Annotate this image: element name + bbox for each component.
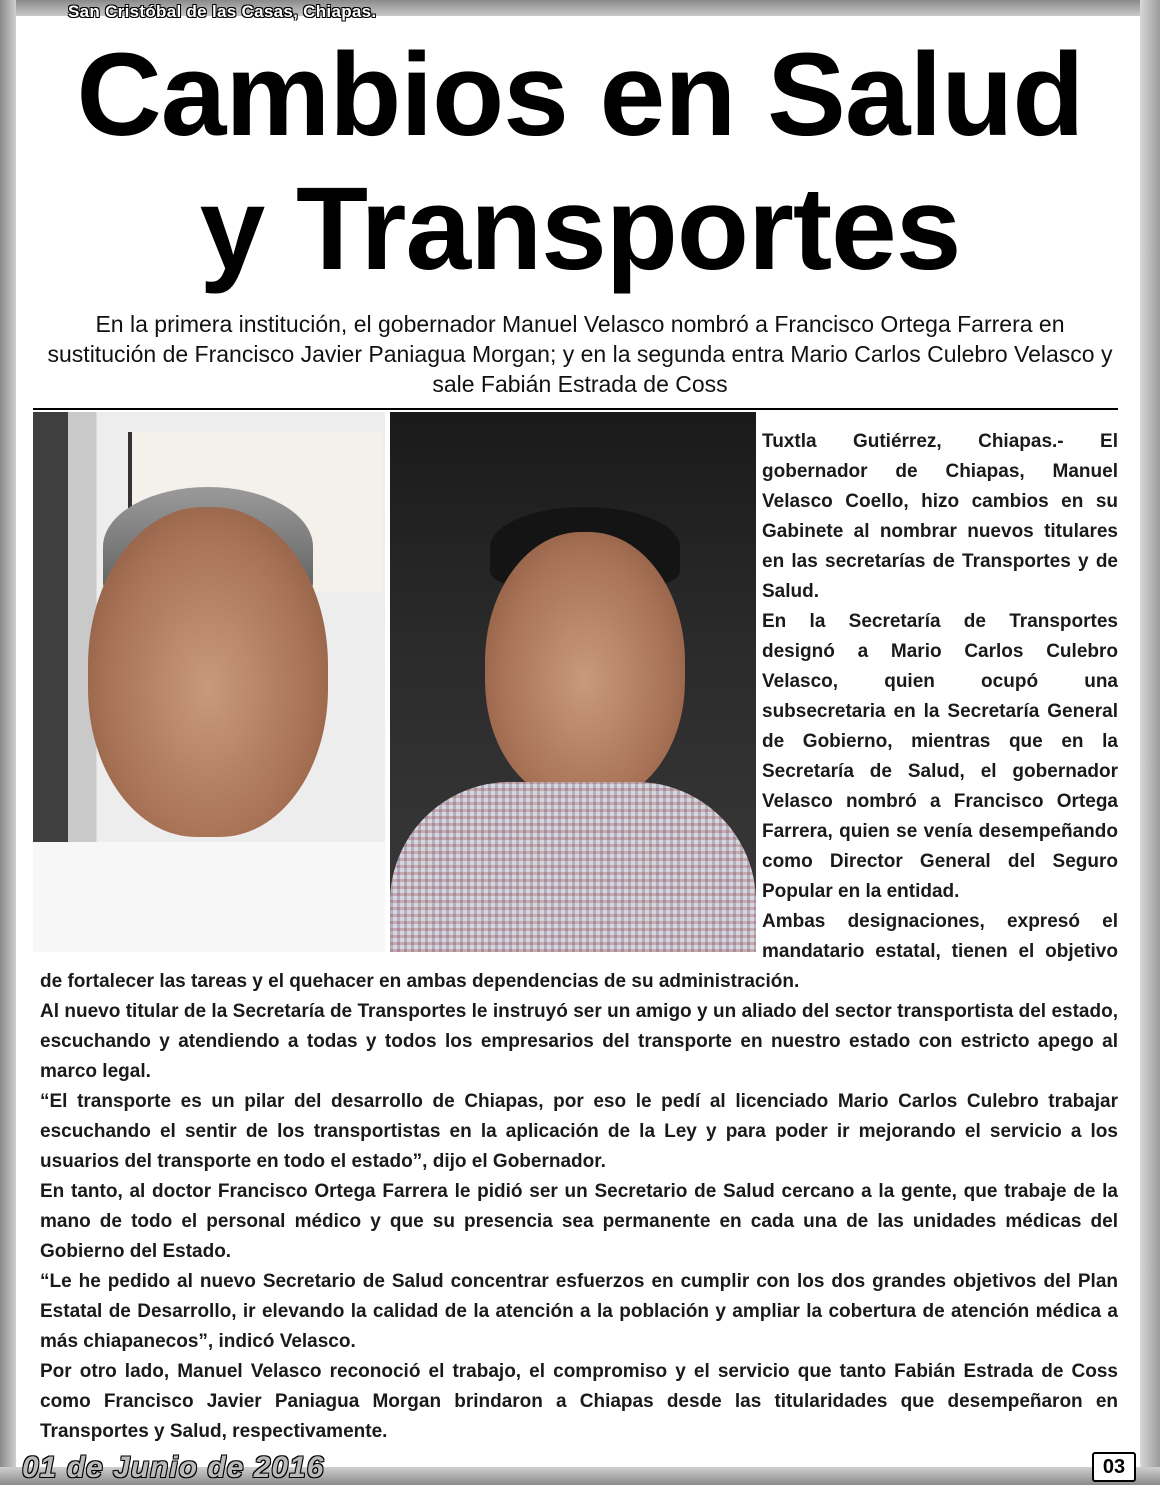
page-frame-right xyxy=(1140,0,1160,1485)
article-paragraph: “El transporte es un pilar del desarrollo de Chiapas, por eso le pedí al licenciado Mario Carlos Culebro trabajar escuchando el sentir de los transportistas en la aplicación de la Ley y para poder ir mejorando el servicio a los usuarios del transporte en todo el estado”, dijo el Gobernador. xyxy=(40,1091,1118,1172)
article-paragraph: Ambas designaciones, expresó el mandatario estatal, tienen el objetivo de fortalecer las tareas y el quehacer en ambas dependencias de su administración. xyxy=(40,911,1118,992)
article-paragraph: Tuxtla Gutiérrez, Chiapas.- El gobernador de Chiapas, Manuel Velasco Coello, hizo cambios en su Gabinete al nombrar nuevos titulares en las secretarías de Transportes y de Salud. xyxy=(762,431,1118,602)
article-body xyxy=(40,427,1118,1447)
article-paragraph: “Le he pedido al nuevo Secretario de Salud concentrar esfuerzos en cumplir con los dos grandes objetivos del Plan Estatal de Desarrollo, ir elevando la calidad de la atención a la población y ampliar la cobertura de atención médica a más chiapanecos”, indicó Velasco. xyxy=(40,1271,1118,1352)
article-paragraph: En tanto, al doctor Francisco Ortega Farrera le pidió ser un Secretario de Salud cercano a la gente, que trabaje de la mano de todo el personal médico y que su presencia sea permanente en cada una de las unidades médicas del Gobierno del Estado. xyxy=(40,1181,1118,1262)
page-frame-left xyxy=(0,0,16,1485)
page-number: 03 xyxy=(1092,1452,1136,1482)
article-paragraph: En la Secretaría de Transportes designó a Mario Carlos Culebro Velasco, quien ocupó una subsecretaria en la Secretaría General de Gobierno, mientras que en la Secretaría de Salud, el gobernador Velasco nombró a Francisco Ortega Farrera, quien se venía desempeñando como Director General del Seguro Popular en la entidad. xyxy=(762,611,1118,902)
photo-wrap-spacer xyxy=(40,427,762,957)
subheadline: En la primera institución, el gobernador Manuel Velasco nombró a Francisco Ortega Farrera en sustitución de Francisco Javier Paniagua Morgan; y en la segunda entra Mario Carlos Culebro Velasco y sale Fabián Estrada de Coss xyxy=(47,311,1113,397)
headline: Cambios en Salud y Transportes xyxy=(76,29,1084,295)
dateline: San Cristóbal de las Casas, Chiapas. xyxy=(68,2,377,21)
divider-rule xyxy=(33,408,1118,410)
footer-date: 01 de Junio de 2016 xyxy=(22,1451,325,1484)
article-paragraph: Por otro lado, Manuel Velasco reconoció el trabajo, el compromiso y el servicio que tanto Fabián Estrada de Coss como Francisco Javier Paniagua Morgan brindaron a Chiapas desde las titularidades que desempeñaron en Transportes y Salud, respectivamente. xyxy=(40,1361,1118,1442)
article-paragraph: Al nuevo titular de la Secretaría de Transportes le instruyó ser un amigo y un aliado del sector transportista del estado, escuchando y atendiendo a todas y todos los empresarios del transporte en nuestro estado con estricto apego al marco legal. xyxy=(40,1001,1118,1082)
